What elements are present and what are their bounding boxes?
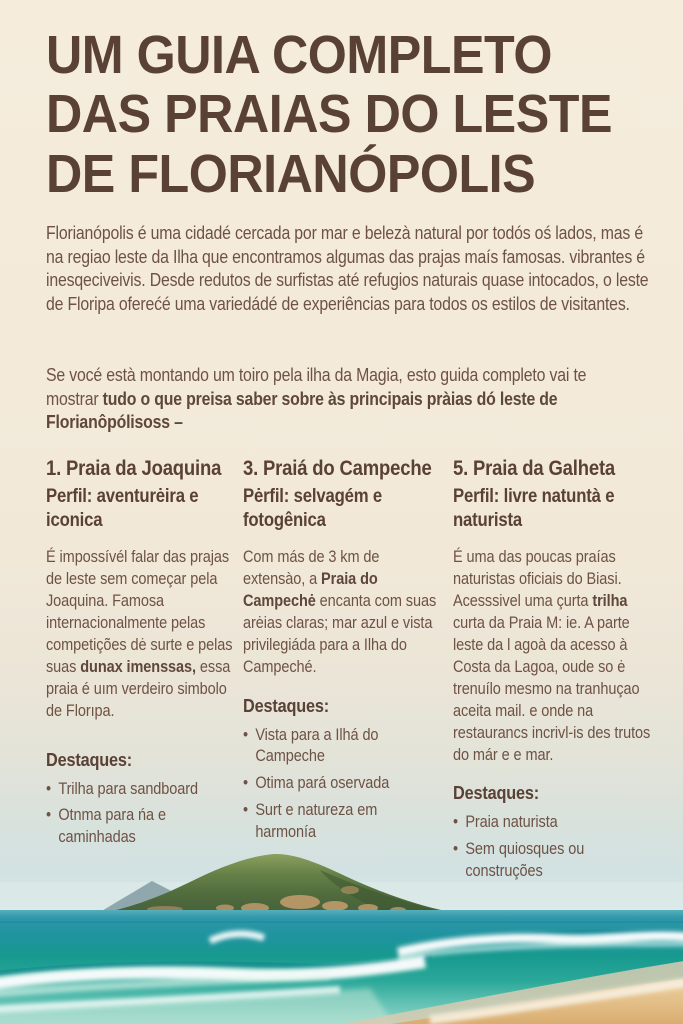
- beach-description: [46, 547, 233, 723]
- destaques-list: [453, 812, 662, 882]
- tour-note-bold: tudo o que preisa saber sobre às principais pràias dó leste de Florianôpólisoss –: [46, 388, 558, 433]
- destaques-heading: Destaques:: [453, 782, 540, 804]
- description-text: É impossívél falar das prajas de leste sem começar pela Joaquina. Famosa internacionalmente pelas competições dė surte e pelas suas: [46, 548, 233, 676]
- title-line-2: DAS PRAIAS DO LESTE: [46, 84, 612, 145]
- description-bold: Praia do Campechė: [243, 570, 378, 610]
- description-text: É uma das poucas praías naturistas oficiais do Biasi. Acesssivel uma çurta: [453, 548, 622, 610]
- beach-heading: 1. Praia da Joaquina: [46, 457, 222, 480]
- description-text: encanta com suas arėias claras; mar azul e vista privilegiáda para a Ilha do Campeché.: [243, 591, 437, 676]
- bullet-icon: •: [243, 774, 249, 793]
- list-item: [243, 800, 440, 844]
- description-text: essa praia é uım verdeiro simbolo de Florıpa.: [46, 657, 231, 720]
- destaques-list: [46, 779, 233, 849]
- list-item-text: Surt e natureza em harmonía: [255, 800, 378, 841]
- bullet-icon: •: [46, 806, 52, 825]
- list-item: [453, 839, 662, 883]
- page-title: [46, 26, 678, 204]
- column-praia-galheta: [453, 456, 662, 888]
- bullet-icon: •: [243, 725, 249, 744]
- list-item: [46, 805, 233, 849]
- bullet-icon: •: [46, 779, 52, 798]
- description-text: Com más de 3 km de extensào, a: [243, 548, 380, 588]
- list-item: [453, 812, 662, 834]
- list-item: [243, 773, 440, 795]
- destaques-list: [243, 725, 440, 844]
- beach-profile: Perfil: aventurėira e iconica: [46, 486, 199, 532]
- beach-profile: Perfil: livre natuntà e naturista: [453, 486, 615, 532]
- title-line-3: DE FLORIANÓPOLIS: [46, 143, 536, 204]
- list-item-text: Sem quiosques ou construções: [465, 840, 585, 880]
- description-bold: trilha: [592, 591, 628, 610]
- destaques-heading: Destaques:: [243, 694, 330, 716]
- description-text: curta da Praia M: ie. A parte leste da l agoà da acesso à Costa da Lagoa, oude so ė trenuílo mesmo na tranhuçao aceita mail. e onde na restaurancs incrivl-is des trutos do már e e mar.: [453, 613, 651, 764]
- bullet-icon: •: [243, 800, 249, 819]
- column-praia-joaquina: [46, 456, 233, 854]
- list-item: [46, 779, 233, 801]
- destaques-heading: Destaques:: [46, 748, 133, 770]
- list-item-text: Otnma para ńa e caminhadas: [58, 806, 166, 847]
- beach-description: [453, 547, 662, 766]
- list-item-text: Otima pará oservada: [255, 774, 390, 793]
- beach-profile: Pėrfil: selvagém e fotogênica: [243, 486, 383, 532]
- list-item: [243, 725, 440, 769]
- intro-paragraph: Florianópolis é uma cidadé cercada por mar e belezà natural por todós oś lados, mas é na regiao leste da Ilha que encontramos algumas das prajas maís famosas. vibrantes é inesqeciveivis. Desde redutos de surfistas até refugios naturais quase intocados, o leste de Floripa oferećé uma variedádé de experiências para todos os estilos de visitantes.: [46, 223, 649, 314]
- beach-description: [243, 547, 440, 679]
- column-praia-campeche: [243, 456, 440, 849]
- list-item-text: Trilha para sandboard: [58, 779, 199, 798]
- description-bold: dunax imenssas,: [80, 657, 196, 676]
- list-item-text: Praia naturista: [465, 813, 558, 832]
- beach-heading: 5. Praia da Galheta: [453, 457, 616, 480]
- bullet-icon: •: [453, 840, 459, 859]
- tour-note-paragraph: [46, 364, 609, 435]
- tour-note-regular: Se vocé està montando um toiro pela ilha da Magia, esto guida completo vai te mostrar: [46, 365, 587, 409]
- title-line-1: UM GUIA COMPLETO: [46, 25, 552, 85]
- bullet-icon: •: [453, 813, 459, 832]
- beach-heading: 3. Praiá do Campeche: [243, 457, 432, 480]
- list-item-text: Vista para a Ilhá do Campeche: [255, 725, 379, 766]
